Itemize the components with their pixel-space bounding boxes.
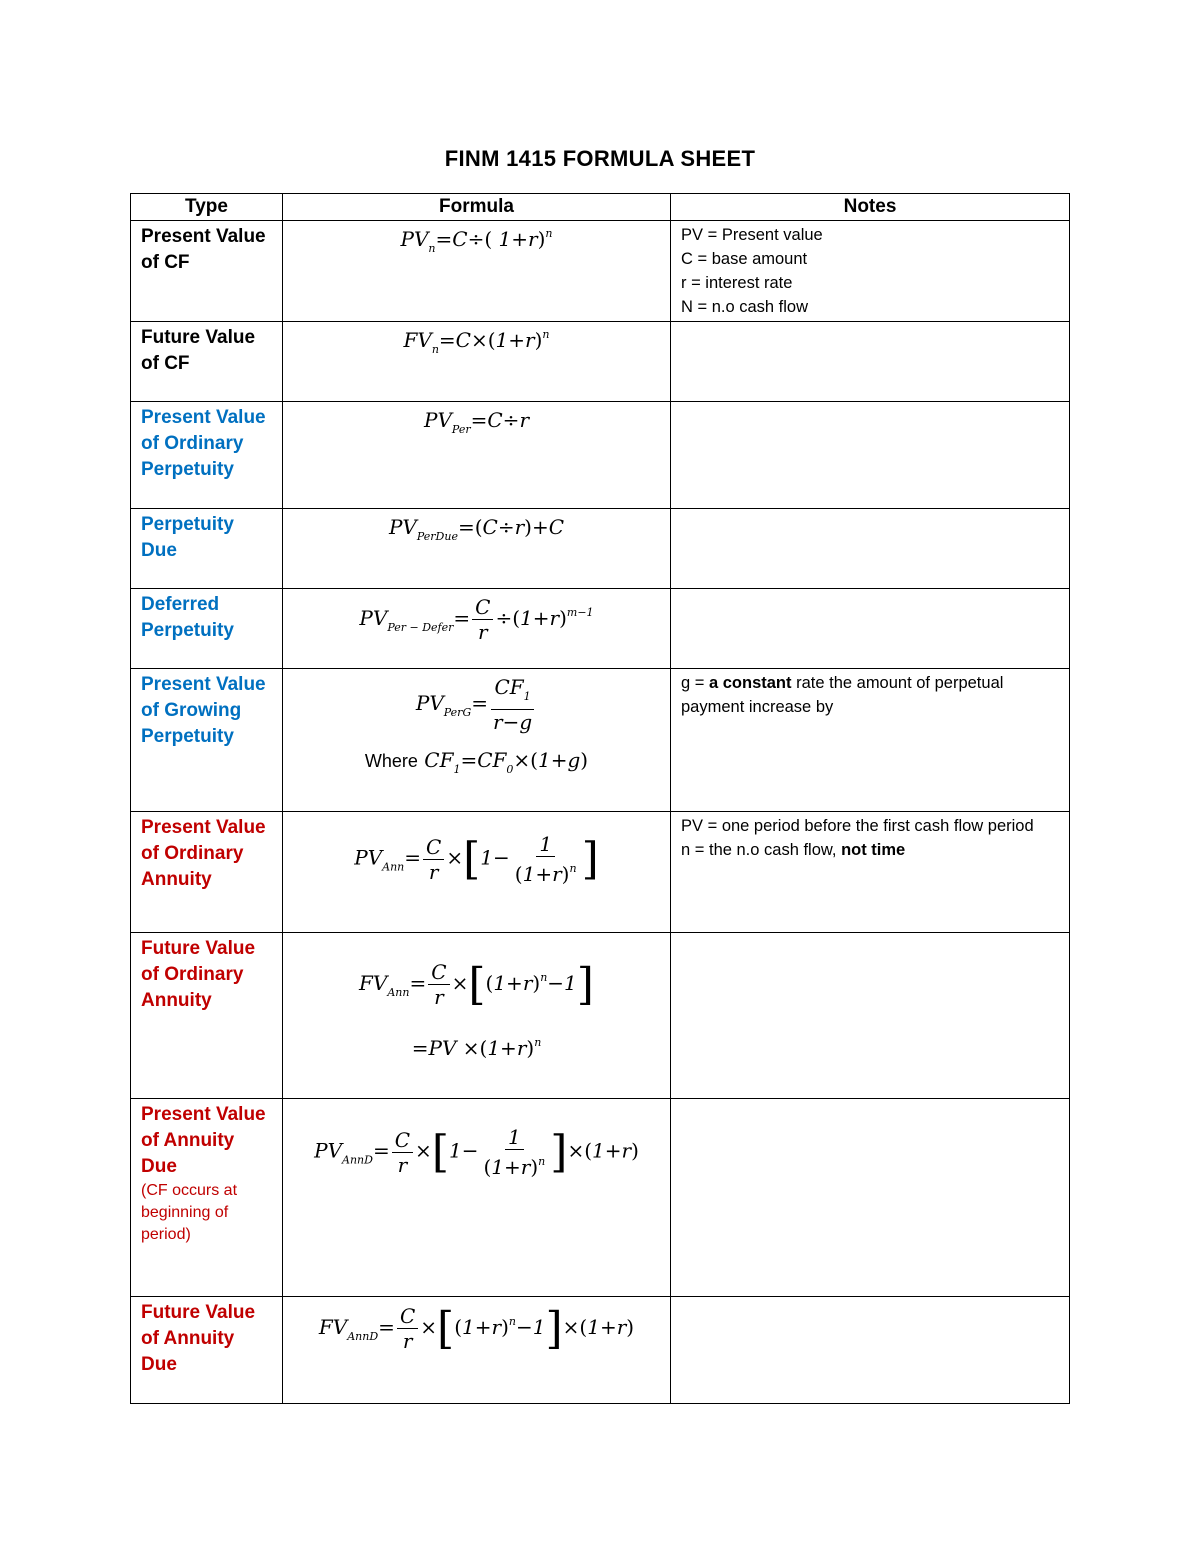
type-sublabel: (CF occurs at beginning of period)	[141, 1182, 238, 1243]
formula-cell: $PV_{PerG}=$ $\frac{CF_1}{r-g}$ Where $CF_1=CF_0\times(1+g)$	[283, 669, 671, 812]
notes-cell	[671, 509, 1070, 589]
table-row	[131, 402, 1070, 509]
formula-cell: $PV_{Per - Defer}=$ $\frac{C}{r}$ $\div(1+r)^{m-1}$	[283, 589, 671, 669]
note-n-bold: not time	[841, 841, 906, 859]
note-line: r = interest rate	[681, 274, 793, 292]
notes-cell	[671, 221, 1070, 322]
table-header-row	[131, 194, 1070, 221]
note-line: PV = one period before the first cash flow period	[681, 817, 1034, 835]
table-row	[131, 509, 1070, 589]
formula-cell: $PV_{PerDue}=(C\div r)+C$	[283, 509, 671, 589]
notes-cell	[671, 1099, 1070, 1297]
table-row	[131, 669, 1070, 812]
type-cell: Future Value of CF	[131, 322, 283, 402]
type-label: Present Value of Annuity Due	[141, 1104, 266, 1177]
notes-cell	[671, 402, 1070, 509]
table-row	[131, 221, 1070, 322]
notes-cell	[671, 933, 1070, 1099]
type-cell: Deferred Perpetuity	[131, 589, 283, 669]
type-cell: Present Value of Ordinary Perpetuity	[131, 402, 283, 509]
formula-cell: $FV_{Ann}=$ $\frac{C}{r}$ $\times[(1+r)^n-1]$ $=PV \times(1+r)^n$	[283, 933, 671, 1099]
type-cell: Present Value of Growing Perpetuity	[131, 669, 283, 812]
table-row	[131, 812, 1070, 933]
note-g: g =	[681, 674, 709, 692]
table-row	[131, 933, 1070, 1099]
type-cell	[131, 1099, 283, 1297]
type-cell: Future Value of Ordinary Annuity	[131, 933, 283, 1099]
table-row	[131, 1099, 1070, 1297]
notes-cell	[671, 669, 1070, 812]
notes-cell	[671, 1297, 1070, 1404]
notes-cell	[671, 322, 1070, 402]
table-row	[131, 589, 1070, 669]
note-line: C = base amount	[681, 250, 808, 268]
formula-table	[130, 193, 1070, 1404]
type-cell: Present Value of Ordinary Annuity	[131, 812, 283, 933]
note-rest: rate the amount of perpetual payment increase by	[681, 674, 1004, 716]
formula-cell: $PV_{Per}=C\div r$	[283, 402, 671, 509]
note-line: PV = Present value	[681, 226, 823, 244]
where-label: Where	[364, 751, 418, 771]
note-bold: a constant	[708, 674, 792, 692]
notes-cell	[671, 812, 1070, 933]
table-row	[131, 322, 1070, 402]
header-formula: Formula	[283, 194, 671, 221]
header-notes: Notes	[671, 194, 1070, 221]
note-n: n = the n.o cash flow,	[681, 841, 842, 859]
page-title: FINM 1415 FORMULA SHEET	[444, 146, 756, 171]
note-line: N = n.o cash flow	[681, 298, 809, 316]
formula-cell: $PV_n=C\div$( 1+r)$^n$	[283, 221, 671, 322]
type-cell: Perpetuity Due	[131, 509, 283, 589]
formula-cell: $PV_{Ann}=$ $\frac{C}{r}$ ×[1− $\frac{1}{(1+r)^n}$ ]	[283, 812, 671, 933]
notes-cell	[671, 589, 1070, 669]
header-type: Type	[131, 194, 283, 221]
formula-cell: $PV_{AnnD}=$ $\frac{C}{r}$ ×[1− $\frac{1}{(1+r)^n}$ ]×(1+r)	[283, 1099, 671, 1297]
formula-cell: $FV_{AnnD}=$ $\frac{C}{r}$ $\times[(1+r)^n-1]\times(1+r)$	[283, 1297, 671, 1404]
type-cell: Present Value of CF	[131, 221, 283, 322]
table-row	[131, 1297, 1070, 1404]
type-cell: Future Value of Annuity Due	[131, 1297, 283, 1404]
formula-cell: $FV_n=C\times(1+r)^n$	[283, 322, 671, 402]
